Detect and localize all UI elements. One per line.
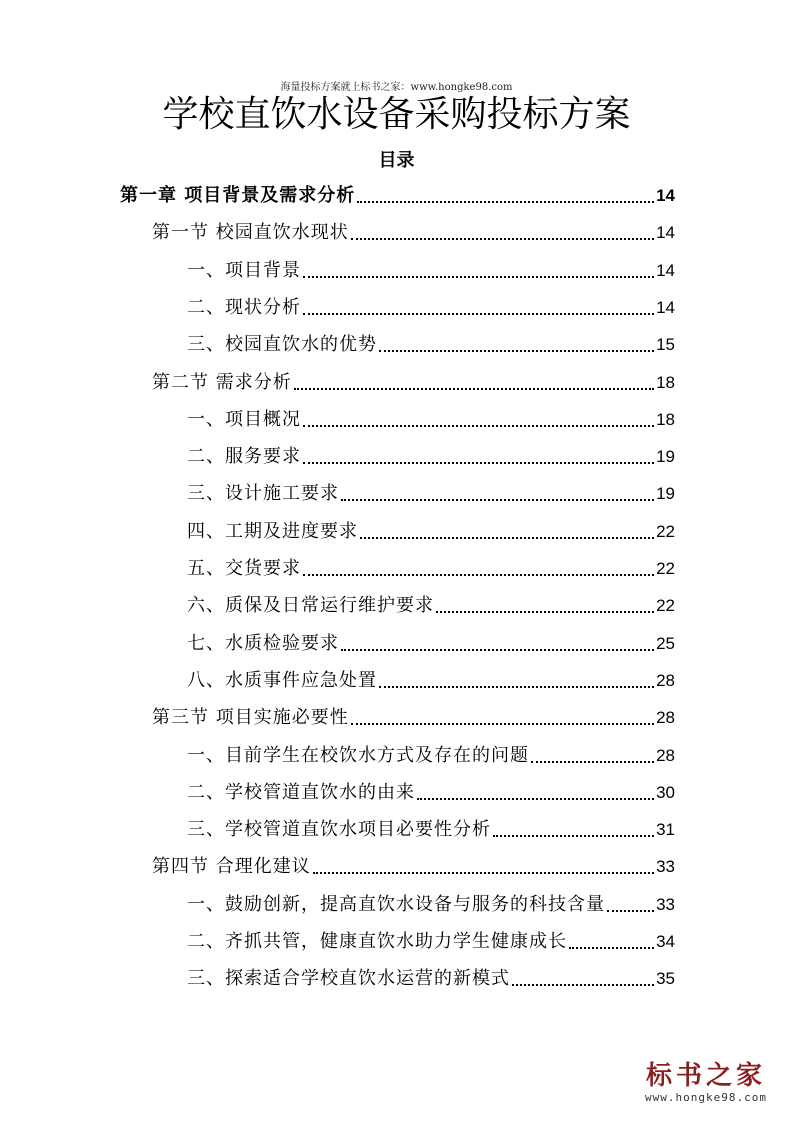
toc-entry-title: 一、目前学生在校饮水方式及存在的问题 [187,744,529,766]
toc-leader-dots [569,947,654,949]
toc-entry[interactable] [187,809,675,846]
toc-entry-page: 33 [656,894,675,914]
toc-leader-dots [360,537,654,539]
toc-entry-page: 34 [656,932,675,951]
toc-entry-title: 二、服务要求 [187,446,301,468]
toc-leader-dots [531,761,654,763]
toc-entry-title: 三、设计施工要求 [187,483,339,505]
toc-entry-page: 31 [656,820,675,840]
toc-entry[interactable] [187,250,675,287]
toc-entry-title: 一、项目概况 [187,408,301,430]
toc-entry-title: 三、学校管道直饮水项目必要性分析 [187,819,491,841]
toc-entry-page: 33 [656,857,675,877]
toc-entry-page: 28 [656,708,675,728]
toc-entry-title: 第二节 需求分析 [152,371,292,393]
toc-entry[interactable] [152,697,675,734]
toc-entry-page: 35 [656,969,675,989]
toc-leader-dots [341,499,654,501]
toc-entry-title: 第四节 合理化建议 [152,856,311,878]
toc-entry-page: 19 [656,484,675,504]
toc-entry-page: 28 [656,745,675,765]
toc-leader-dots [313,872,654,874]
toc-entry[interactable] [187,436,675,473]
toc-leader-dots [294,388,654,390]
toc-leader-dots [341,649,654,651]
toc-entry-title: 第三节 项目实施必要性 [152,707,349,729]
toc-leader-dots [303,313,654,315]
toc-entry[interactable] [187,511,675,548]
toc-entry-page: 22 [656,559,675,578]
toc-entry[interactable] [187,958,675,995]
toc-leader-dots [379,686,654,688]
toc-entry[interactable] [187,772,675,809]
toc-leader-dots [607,910,654,912]
toc-entry-title: 第一章 项目背景及需求分析 [120,185,356,206]
toc-leader-dots [379,350,654,352]
toc-heading: 目录 [378,150,415,171]
toc-entry[interactable] [187,735,675,772]
toc-leader-dots [357,201,654,203]
toc-leader-dots [351,238,654,240]
toc-entry[interactable] [187,287,675,324]
toc-entry[interactable] [187,660,675,697]
toc-entry[interactable] [187,623,675,660]
toc-entry-title: 二、现状分析 [187,296,301,318]
toc-entry-title: 一、鼓励创新，提高直饮水设备与服务的科技含量 [187,893,605,915]
toc-entry-title: 一、项目背景 [187,259,301,281]
toc-entry-page: 19 [656,447,675,467]
toc-entry[interactable] [187,585,675,622]
toc-leader-dots [303,425,654,427]
toc-entry[interactable] [187,473,675,510]
toc-leader-dots [303,462,654,464]
watermark-logo [631,1061,781,1104]
header-note: 海量投标方案就上标书之家：www.hongke98.com [280,82,513,93]
toc-leader-dots [351,723,654,725]
toc-entry-title: 三、校园直饮水的优势 [187,334,377,356]
toc-leader-dots [493,835,654,837]
toc-entry-page: 30 [656,782,675,802]
toc-leader-dots [512,984,654,986]
toc-entry[interactable] [152,846,675,883]
toc-entry[interactable] [120,175,675,212]
toc-entry-page: 14 [656,186,675,205]
toc-entry-title: 六、质保及日常运行维护要求 [187,595,434,617]
toc-entry-page: 14 [656,223,675,243]
toc-leader-dots [303,574,654,576]
toc-entry-page: 22 [656,521,675,541]
toc-entry-title: 四、工期及进度要求 [187,520,358,542]
toc-entry[interactable] [187,884,675,921]
toc-entry[interactable] [187,324,675,361]
toc-entry-title: 三、探索适合学校直饮水运营的新模式 [187,968,510,990]
toc-leader-dots [303,276,654,278]
toc-entry-page: 28 [656,670,675,690]
toc-entry[interactable] [187,921,675,958]
toc-entry-page: 25 [656,633,675,653]
toc-leader-dots [417,798,654,800]
toc-entry-title: 第一节 校园直饮水现状 [152,222,349,244]
toc-entry-title: 七、水质检验要求 [187,632,339,654]
toc-leader-dots [436,611,654,613]
toc-entry[interactable] [187,548,675,585]
toc-entry-page: 14 [656,297,675,317]
toc-entry-page: 15 [656,335,675,355]
toc-entry[interactable] [187,399,675,436]
toc-entry-title: 二、学校管道直饮水的由来 [187,781,415,803]
toc-entry-title: 五、交货要求 [187,558,301,579]
toc-entry-page: 14 [656,260,675,280]
toc-entry-title: 八、水质事件应急处置 [187,669,377,691]
toc-entry-page: 18 [656,409,675,429]
toc-entry-title: 二、齐抓共管，健康直饮水助力学生健康成长 [187,931,567,952]
toc-entry[interactable] [152,362,675,399]
toc-entry-page: 22 [656,596,675,616]
toc-entry[interactable] [152,212,675,249]
watermark-url: www.hongke98.com [645,1091,767,1104]
document-title: 学校直饮水设备采购投标方案 [162,94,631,135]
toc-entry-page: 18 [656,372,675,392]
watermark-name: 标书之家 [645,1061,766,1091]
